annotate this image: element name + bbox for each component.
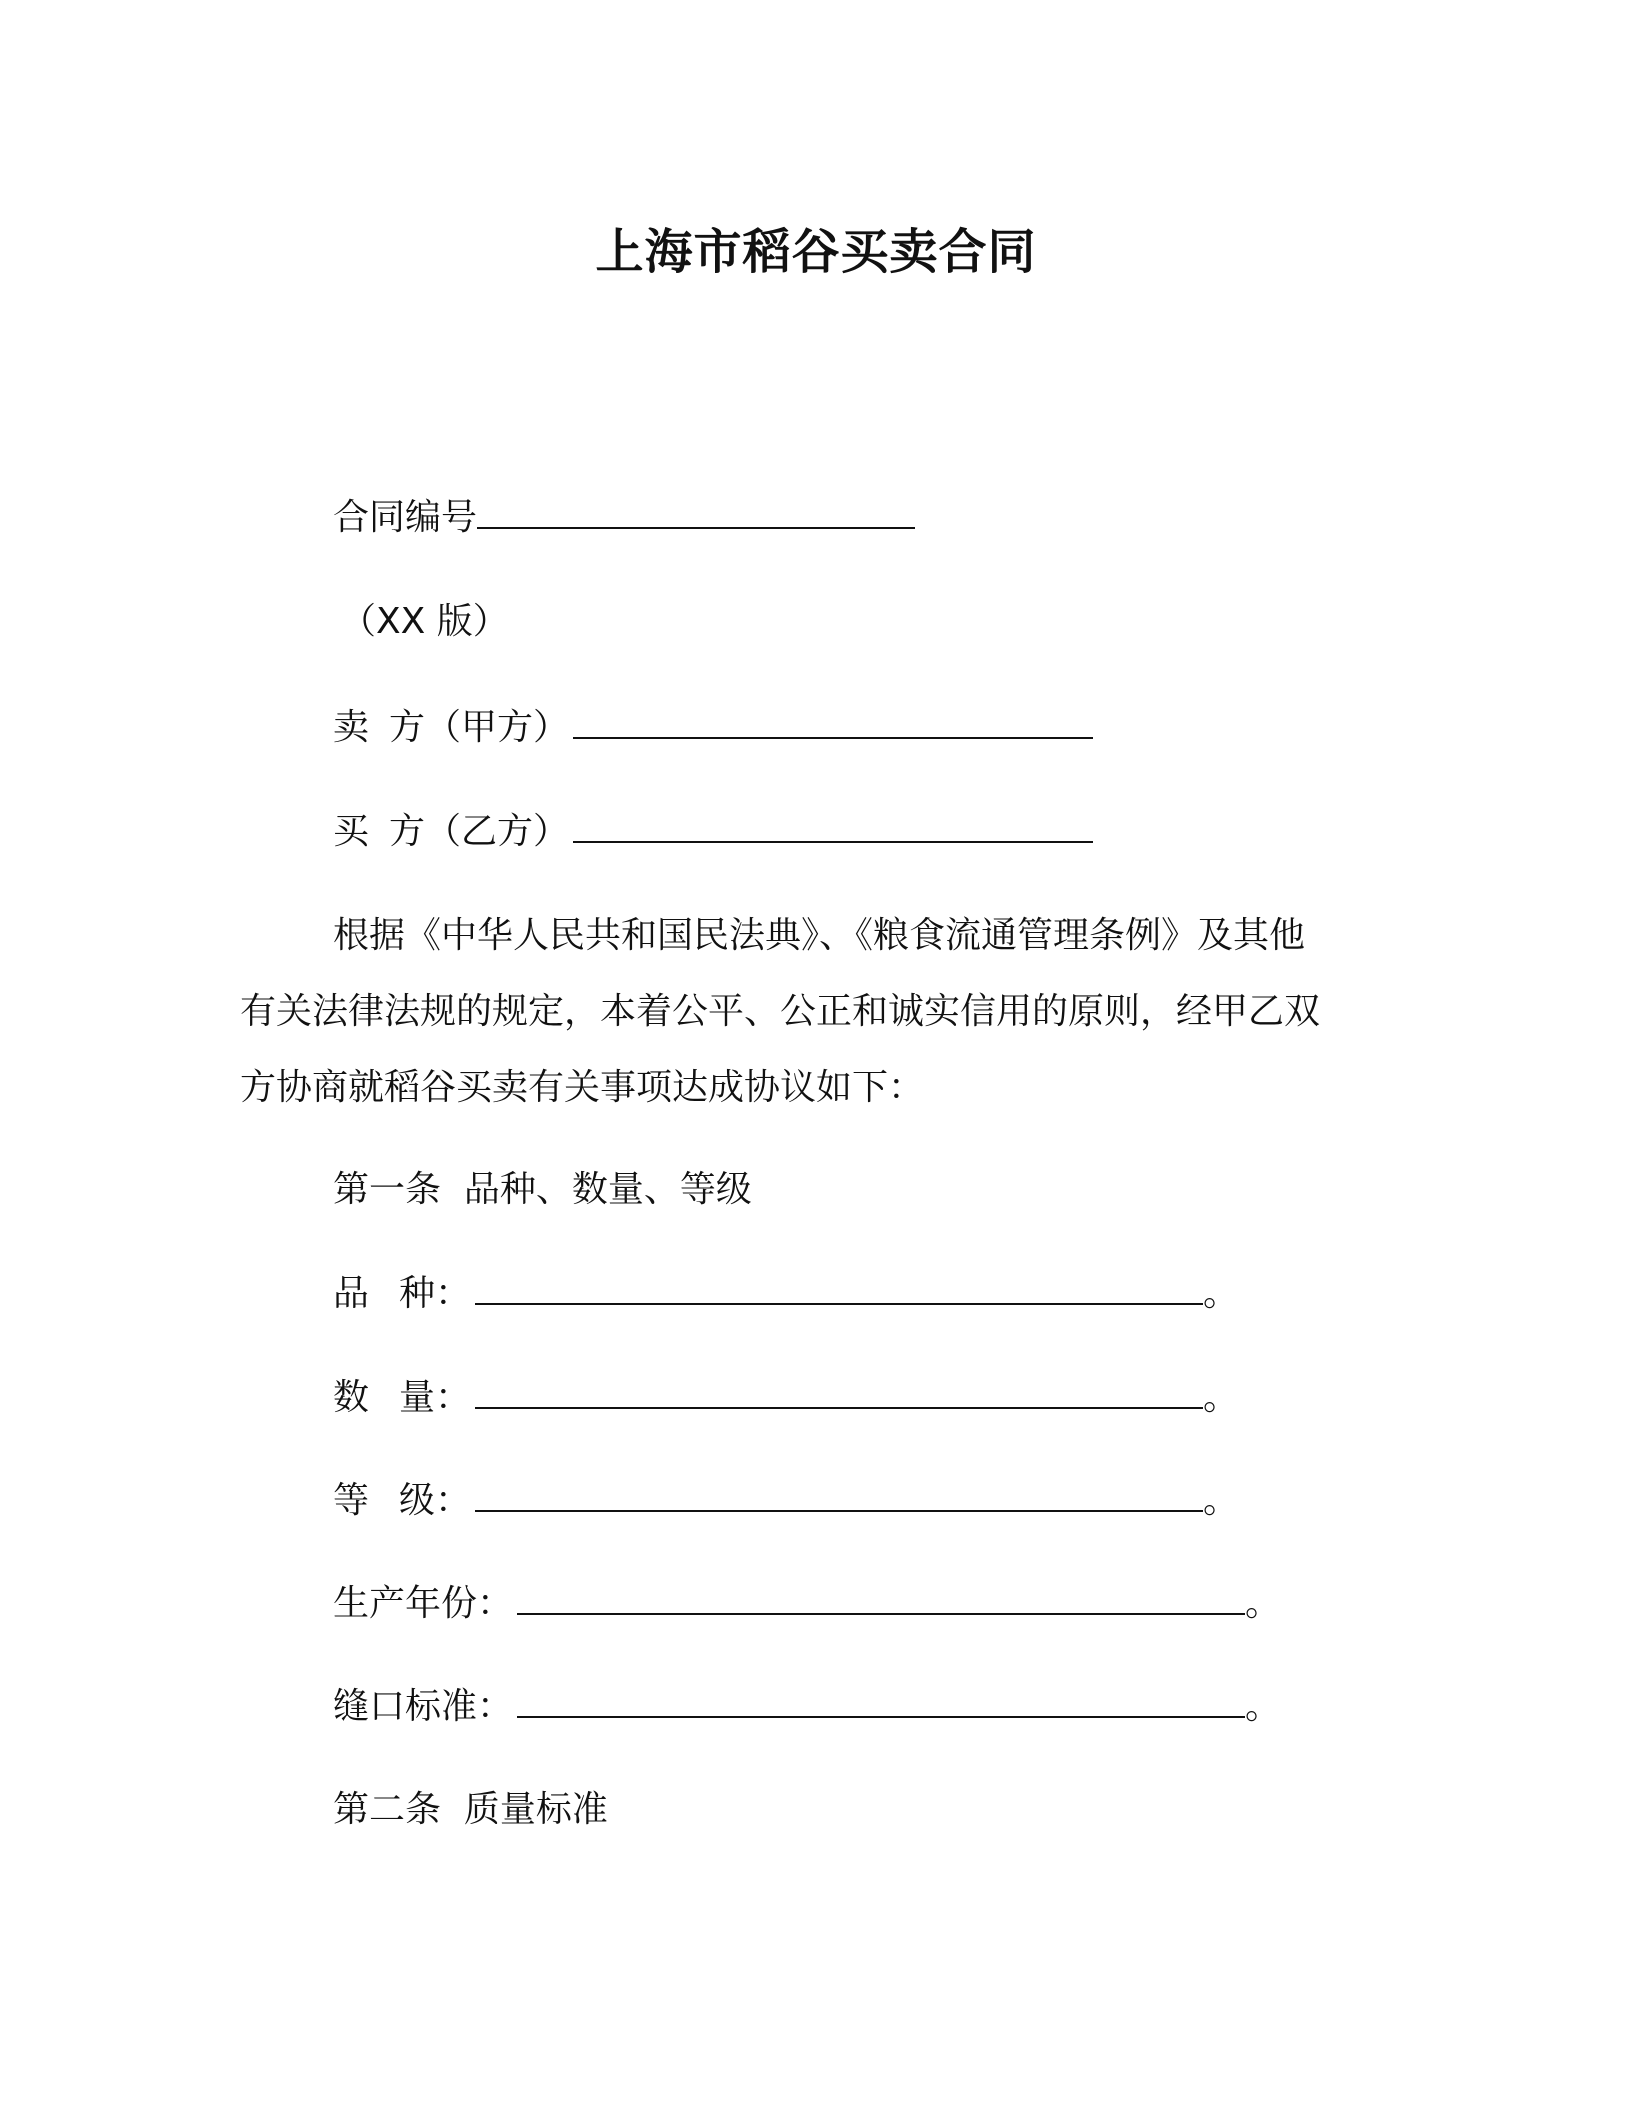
seller-label: 方（甲方） <box>389 707 570 748</box>
contract-number-blank[interactable] <box>477 497 915 529</box>
edition-label: （XX 版） <box>340 601 509 642</box>
field-end-mark: 。 <box>1245 1583 1282 1624</box>
seam-standard-blank[interactable] <box>517 1686 1245 1718</box>
field-label-char: 品 <box>333 1273 370 1314</box>
seam-standard-label: 缝口标准： <box>333 1686 514 1727</box>
production-year-line <box>333 1580 1281 1628</box>
article-1-heading: 第一条 品种、数量、等级 <box>333 1169 752 1210</box>
article-2-heading: 第二条 质量标准 <box>333 1789 608 1830</box>
buyer-line <box>333 808 1093 856</box>
contract-number-line <box>333 494 915 542</box>
seller-label-char: 卖 <box>333 707 370 748</box>
seam-standard-line <box>333 1683 1281 1731</box>
buyer-label: 方（乙方） <box>389 811 570 852</box>
variety-line <box>333 1270 1239 1318</box>
preamble-line: 根据《中华人民共和国民法典》、《粮食流通管理条例》及其他 <box>333 915 1306 956</box>
contract-number-label: 合同编号 <box>333 497 478 538</box>
grade-blank[interactable] <box>475 1480 1203 1512</box>
field-label-char: 等 <box>333 1480 370 1521</box>
quantity-line <box>333 1374 1239 1422</box>
field-end-mark: 。 <box>1203 1273 1240 1314</box>
field-end-mark: 。 <box>1245 1686 1282 1727</box>
production-year-blank[interactable] <box>517 1583 1245 1615</box>
preamble-paragraph <box>240 898 1380 1126</box>
grade-line <box>333 1477 1239 1525</box>
seller-line <box>333 704 1093 752</box>
preamble-line: 有关法律法规的规定，本着公平、公正和诚实信用的原则，经甲乙双 <box>240 991 1321 1032</box>
preamble-line: 方协商就稻谷买卖有关事项达成协议如下： <box>240 1067 925 1108</box>
quantity-blank[interactable] <box>475 1377 1203 1409</box>
field-label-char: 量： <box>399 1377 472 1418</box>
field-label-char: 种： <box>399 1273 472 1314</box>
field-end-mark: 。 <box>1203 1480 1240 1521</box>
variety-blank[interactable] <box>475 1273 1203 1305</box>
buyer-name-blank[interactable] <box>573 811 1093 843</box>
buyer-label-char: 买 <box>333 811 370 852</box>
field-label-char: 级： <box>399 1480 472 1521</box>
field-end-mark: 。 <box>1203 1377 1240 1418</box>
document-title: 上海市稻谷买卖合同 <box>595 224 1037 280</box>
seller-name-blank[interactable] <box>573 707 1093 739</box>
field-label-char: 数 <box>333 1377 370 1418</box>
production-year-label: 生产年份： <box>333 1583 514 1624</box>
